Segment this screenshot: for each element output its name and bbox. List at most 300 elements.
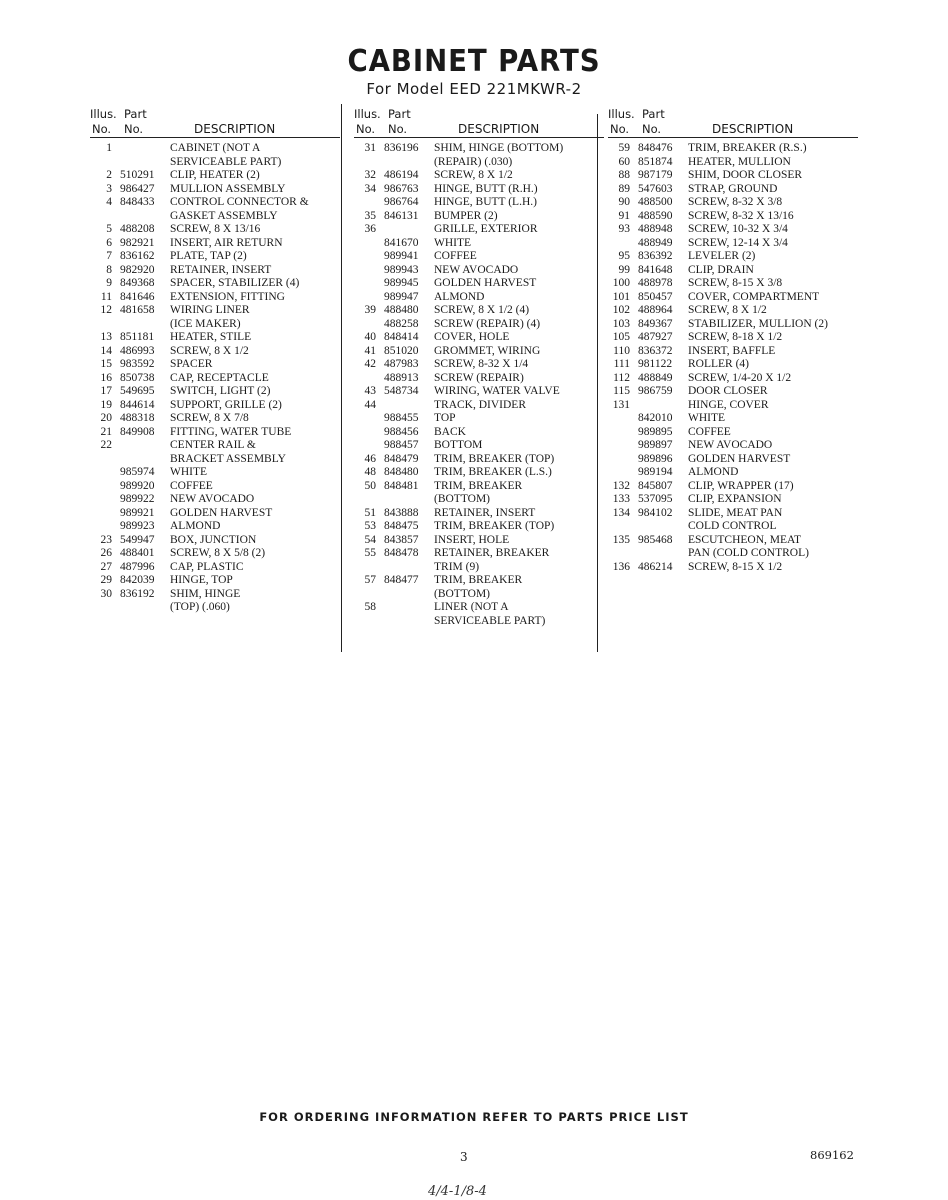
part-number: 836372 bbox=[638, 344, 673, 357]
table-row bbox=[354, 601, 604, 615]
description: SCREW, 8 X 13/16 bbox=[170, 223, 261, 235]
part-number: 488948 bbox=[638, 223, 673, 235]
illus-number: 110 bbox=[613, 344, 630, 357]
illus-number bbox=[90, 453, 112, 467]
part-number: 488964 bbox=[638, 304, 673, 316]
column-header bbox=[354, 104, 604, 136]
description: ROLLER (4) bbox=[688, 358, 750, 370]
part-number bbox=[376, 156, 434, 170]
part-number bbox=[112, 210, 170, 224]
illus-number: 31 bbox=[364, 142, 376, 154]
part-number: 850738 bbox=[120, 371, 155, 384]
table-row bbox=[354, 547, 604, 561]
illus-number: 27 bbox=[100, 560, 112, 573]
part-number: 848478 bbox=[384, 547, 419, 559]
handwritten-note: 4/4-1/8-4 bbox=[428, 1184, 487, 1199]
description: WIRING, WATER VALVE bbox=[434, 385, 560, 397]
table-row bbox=[608, 507, 858, 521]
description: CLIP, DRAIN bbox=[688, 263, 754, 276]
illus-number bbox=[608, 237, 630, 251]
part-number: 848475 bbox=[384, 520, 419, 532]
table-row bbox=[90, 331, 340, 345]
column-header bbox=[608, 104, 858, 136]
table-row bbox=[354, 250, 604, 264]
illus-label: Illus. bbox=[354, 107, 381, 121]
illus-number: 58 bbox=[364, 601, 376, 613]
part-number: 989897 bbox=[638, 439, 673, 451]
part-label: Part bbox=[124, 107, 147, 121]
description: CAP, PLASTIC bbox=[170, 560, 244, 573]
illus-number: 54 bbox=[364, 533, 376, 546]
table-row bbox=[354, 318, 604, 332]
illus-number: 20 bbox=[100, 412, 112, 424]
parts-list bbox=[354, 142, 604, 628]
table-row bbox=[608, 534, 858, 548]
description: WHITE bbox=[434, 236, 472, 249]
illus-number: 93 bbox=[618, 223, 630, 235]
part-number: 988457 bbox=[384, 439, 419, 451]
table-row bbox=[90, 561, 340, 575]
illus-number: 100 bbox=[612, 277, 630, 289]
table-row bbox=[354, 534, 604, 548]
table-row bbox=[608, 439, 858, 453]
table-row bbox=[354, 453, 604, 467]
illus-number: 88 bbox=[618, 169, 630, 181]
illus-number: 105 bbox=[612, 331, 630, 343]
part-number: 989895 bbox=[638, 425, 673, 438]
parts-list bbox=[90, 142, 340, 615]
part-number: 989896 bbox=[638, 452, 673, 465]
description: (ICE MAKER) bbox=[170, 317, 241, 330]
part-number: 849908 bbox=[120, 425, 155, 438]
description: COFFEE bbox=[688, 425, 731, 438]
part-number: 510291 bbox=[120, 169, 155, 181]
description-label: DESCRIPTION bbox=[458, 122, 540, 136]
part-number: 842010 bbox=[638, 412, 673, 424]
part-number: 850457 bbox=[638, 290, 673, 303]
table-row bbox=[354, 588, 604, 602]
part-number: 486993 bbox=[120, 344, 155, 357]
illus-number bbox=[354, 264, 376, 278]
description: LEVELER (2) bbox=[688, 250, 756, 262]
description: TRIM, BREAKER (TOP) bbox=[434, 520, 555, 532]
illus-number bbox=[90, 466, 112, 480]
table-row bbox=[354, 210, 604, 224]
illus-number: 59 bbox=[618, 142, 630, 154]
part-number bbox=[376, 223, 434, 237]
table-row bbox=[608, 480, 858, 494]
description: (BOTTOM) bbox=[434, 493, 491, 505]
description: TRIM (9) bbox=[434, 560, 480, 573]
part-number bbox=[376, 615, 434, 629]
table-row bbox=[354, 615, 604, 629]
part-number: 487927 bbox=[638, 331, 673, 343]
illus-number bbox=[354, 291, 376, 305]
part-number: 989941 bbox=[384, 250, 419, 262]
table-row bbox=[608, 156, 858, 170]
table-row bbox=[90, 237, 340, 251]
illus-number: 131 bbox=[612, 398, 630, 411]
model-subtitle: For Model EED 221MKWR-2 bbox=[366, 80, 582, 98]
illus-number bbox=[354, 318, 376, 332]
description: RETAINER, INSERT bbox=[170, 263, 272, 276]
illus-number bbox=[354, 588, 376, 602]
page-title: CABINET PARTS bbox=[347, 44, 601, 79]
part-no-label: No. bbox=[124, 122, 144, 136]
illus-number bbox=[354, 615, 376, 629]
description: ALMOND bbox=[170, 520, 221, 532]
table-row bbox=[90, 480, 340, 494]
description: BOTTOM bbox=[434, 439, 483, 451]
description: NEW AVOCADO bbox=[434, 263, 519, 276]
table-row bbox=[354, 223, 604, 237]
table-row bbox=[90, 574, 340, 588]
table-row bbox=[608, 237, 858, 251]
table-row bbox=[90, 399, 340, 413]
table-row bbox=[90, 318, 340, 332]
table-row bbox=[608, 223, 858, 237]
description: TRIM, BREAKER bbox=[434, 574, 523, 586]
table-row bbox=[608, 372, 858, 386]
table-row bbox=[354, 331, 604, 345]
part-number: 986427 bbox=[120, 182, 155, 195]
table-row bbox=[354, 520, 604, 534]
illus-number bbox=[354, 277, 376, 291]
part-number: 547603 bbox=[638, 182, 673, 195]
description: SCREW, 8 X 1/2 (4) bbox=[434, 304, 530, 316]
illus-number: 32 bbox=[364, 169, 376, 181]
description: WHITE bbox=[688, 412, 726, 424]
table-row bbox=[608, 142, 858, 156]
description: HINGE, BUTT (R.H.) bbox=[434, 182, 538, 195]
illus-number: 46 bbox=[364, 452, 376, 465]
part-number: 982921 bbox=[120, 236, 155, 249]
description: SCREW (REPAIR) (4) bbox=[434, 317, 541, 330]
table-row bbox=[90, 412, 340, 426]
illus-number: 41 bbox=[364, 344, 376, 357]
part-number: 486194 bbox=[384, 169, 419, 181]
part-no-label: No. bbox=[642, 122, 662, 136]
part-number: 983592 bbox=[120, 358, 155, 370]
table-row bbox=[354, 345, 604, 359]
description: SPACER, STABILIZER (4) bbox=[170, 277, 300, 289]
illus-number: 99 bbox=[618, 263, 630, 276]
part-number: 848477 bbox=[384, 574, 419, 586]
description: SHIM, HINGE bbox=[170, 587, 241, 600]
table-row bbox=[90, 291, 340, 305]
table-row bbox=[90, 547, 340, 561]
table-row bbox=[90, 534, 340, 548]
table-row bbox=[90, 520, 340, 534]
description: SERVICEABLE PART) bbox=[434, 614, 546, 627]
description: GOLDEN HARVEST bbox=[434, 277, 537, 289]
illus-number: 7 bbox=[106, 250, 112, 262]
table-row bbox=[354, 412, 604, 426]
description: ESCUTCHEON, MEAT bbox=[688, 533, 802, 546]
illus-number: 21 bbox=[100, 425, 112, 438]
table-row bbox=[608, 183, 858, 197]
table-row bbox=[608, 547, 858, 561]
description: HINGE, BUTT (L.H.) bbox=[434, 196, 537, 208]
table-row bbox=[354, 426, 604, 440]
part-number: 989943 bbox=[384, 263, 419, 276]
description: NEW AVOCADO bbox=[170, 493, 255, 505]
parts-column-3 bbox=[608, 104, 858, 574]
description: TRIM, BREAKER bbox=[434, 479, 523, 492]
column-divider-1 bbox=[341, 104, 342, 652]
description: COFFEE bbox=[170, 479, 213, 492]
part-number: 848476 bbox=[638, 142, 673, 154]
description: TRIM, BREAKER (TOP) bbox=[434, 452, 555, 465]
table-row bbox=[354, 169, 604, 183]
part-number: 843888 bbox=[384, 506, 419, 519]
part-number bbox=[630, 399, 688, 413]
table-row bbox=[608, 453, 858, 467]
illus-number: 2 bbox=[106, 169, 112, 181]
part-number: 488258 bbox=[384, 317, 419, 330]
illus-number: 111 bbox=[613, 358, 630, 370]
description: PLATE, TAP (2) bbox=[170, 250, 247, 262]
part-number: 836196 bbox=[384, 142, 419, 154]
illus-number: 30 bbox=[100, 587, 112, 600]
description: SCREW, 8 X 1/2 bbox=[170, 344, 249, 357]
table-row bbox=[90, 196, 340, 210]
part-number: 851874 bbox=[638, 155, 673, 168]
illus-number: 13 bbox=[100, 331, 112, 343]
description: SCREW, 8-15 X 1/2 bbox=[688, 560, 783, 573]
table-row bbox=[608, 210, 858, 224]
description: BUMPER (2) bbox=[434, 209, 498, 222]
part-number: 488590 bbox=[638, 209, 673, 222]
part-number: 488401 bbox=[120, 547, 155, 559]
illus-number bbox=[608, 453, 630, 467]
description: NEW AVOCADO bbox=[688, 439, 773, 451]
description: HINGE, COVER bbox=[688, 398, 769, 411]
table-row bbox=[608, 250, 858, 264]
illus-number: 39 bbox=[364, 304, 376, 316]
description: SCREW, 8-32 X 3/8 bbox=[688, 196, 783, 208]
table-row bbox=[90, 304, 340, 318]
header-rule bbox=[608, 137, 858, 138]
table-row bbox=[354, 439, 604, 453]
part-number: 549947 bbox=[120, 533, 155, 546]
illus-number: 3 bbox=[106, 182, 112, 195]
illus-number: 89 bbox=[618, 182, 630, 195]
part-number: 486214 bbox=[638, 560, 673, 573]
parts-list bbox=[608, 142, 858, 574]
header-rule bbox=[354, 137, 604, 138]
part-number: 487983 bbox=[384, 358, 419, 370]
description: TRIM, BREAKER (L.S.) bbox=[434, 466, 552, 478]
table-row bbox=[354, 507, 604, 521]
illus-no-label: No. bbox=[610, 122, 630, 136]
table-row bbox=[354, 480, 604, 494]
part-number bbox=[630, 520, 688, 534]
illus-number: 91 bbox=[618, 209, 630, 222]
part-number: 986759 bbox=[638, 385, 673, 397]
description: GRILLE, EXTERIOR bbox=[434, 223, 538, 235]
part-number bbox=[630, 547, 688, 561]
part-number: 843857 bbox=[384, 533, 419, 546]
description: GROMMET, WIRING bbox=[434, 344, 541, 357]
description: SCREW, 8 X 1/2 bbox=[688, 304, 767, 316]
illus-number: 135 bbox=[612, 533, 630, 546]
table-row bbox=[354, 277, 604, 291]
part-number: 985468 bbox=[638, 533, 673, 546]
description: SCREW, 8-15 X 3/8 bbox=[688, 277, 783, 289]
description: SCREW (REPAIR) bbox=[434, 371, 524, 384]
description: SCREW, 8-32 X 1/4 bbox=[434, 358, 529, 370]
description: INSERT, BAFFLE bbox=[688, 344, 776, 357]
part-number: 844614 bbox=[120, 398, 155, 411]
description: CAP, RECEPTACLE bbox=[170, 371, 269, 384]
description: BOX, JUNCTION bbox=[170, 533, 257, 546]
illus-number: 26 bbox=[100, 547, 112, 559]
illus-number bbox=[90, 601, 112, 615]
table-row bbox=[354, 264, 604, 278]
illus-number: 40 bbox=[364, 331, 376, 343]
illus-number: 112 bbox=[613, 371, 630, 384]
illus-label: Illus. bbox=[90, 107, 117, 121]
part-number: 488949 bbox=[638, 236, 673, 249]
parts-column-2 bbox=[354, 104, 604, 628]
description: TOP bbox=[434, 412, 456, 424]
illus-no-label: No. bbox=[92, 122, 112, 136]
table-row bbox=[90, 223, 340, 237]
table-row bbox=[608, 493, 858, 507]
document-number: 869162 bbox=[810, 1148, 854, 1162]
table-row bbox=[354, 142, 604, 156]
description: SCREW, 8 X 7/8 bbox=[170, 412, 249, 424]
table-row bbox=[354, 156, 604, 170]
part-number: 841648 bbox=[638, 263, 673, 276]
illus-label: Illus. bbox=[608, 107, 635, 121]
illus-number bbox=[90, 318, 112, 332]
illus-number bbox=[608, 466, 630, 480]
illus-no-label: No. bbox=[356, 122, 376, 136]
part-number: 851020 bbox=[384, 344, 419, 357]
description: SCREW, 12-14 X 3/4 bbox=[688, 236, 788, 249]
part-label: Part bbox=[388, 107, 411, 121]
description: CLIP, EXPANSION bbox=[688, 493, 782, 505]
description: SWITCH, LIGHT (2) bbox=[170, 385, 271, 397]
illus-number: 17 bbox=[100, 385, 112, 397]
description: SUPPORT, GRILLE (2) bbox=[170, 398, 282, 411]
part-number: 836162 bbox=[120, 250, 155, 262]
part-number: 849367 bbox=[638, 317, 673, 330]
table-row bbox=[354, 399, 604, 413]
illus-number bbox=[90, 520, 112, 534]
table-row bbox=[90, 601, 340, 615]
description-label: DESCRIPTION bbox=[712, 122, 794, 136]
illus-number: 22 bbox=[100, 439, 112, 451]
illus-number: 115 bbox=[613, 385, 630, 397]
description: COLD CONTROL bbox=[688, 520, 777, 532]
description: SCREW, 10-32 X 3/4 bbox=[688, 223, 788, 235]
part-number: 989922 bbox=[120, 493, 155, 505]
part-number: 845807 bbox=[638, 479, 673, 492]
table-row bbox=[90, 385, 340, 399]
parts-column-1 bbox=[90, 104, 340, 615]
part-number: 989920 bbox=[120, 479, 155, 492]
illus-number: 134 bbox=[612, 506, 630, 519]
description: (BOTTOM) bbox=[434, 587, 491, 600]
table-row bbox=[90, 493, 340, 507]
part-number: 989194 bbox=[638, 466, 673, 478]
description: GOLDEN HARVEST bbox=[170, 506, 273, 519]
illus-number bbox=[90, 156, 112, 170]
table-row bbox=[608, 412, 858, 426]
illus-number: 15 bbox=[100, 358, 112, 370]
part-label: Part bbox=[642, 107, 665, 121]
table-row bbox=[90, 264, 340, 278]
illus-number: 90 bbox=[618, 196, 630, 208]
description: INSERT, HOLE bbox=[434, 533, 510, 546]
part-number bbox=[376, 561, 434, 575]
description: COVER, HOLE bbox=[434, 331, 510, 343]
description: HINGE, TOP bbox=[170, 574, 233, 586]
illus-number: 36 bbox=[364, 223, 376, 235]
part-number: 848480 bbox=[384, 466, 419, 478]
description: HEATER, MULLION bbox=[688, 155, 791, 168]
illus-number: 133 bbox=[612, 493, 630, 505]
description: TRACK, DIVIDER bbox=[434, 398, 526, 411]
table-row bbox=[608, 345, 858, 359]
illus-number: 48 bbox=[364, 466, 376, 478]
description: SCREW, 8 X 1/2 bbox=[434, 169, 513, 181]
part-number: 989923 bbox=[120, 520, 155, 532]
part-number: 841646 bbox=[120, 290, 155, 303]
part-number: 989921 bbox=[120, 506, 155, 519]
illus-number bbox=[354, 493, 376, 507]
part-number: 836192 bbox=[120, 587, 155, 600]
illus-number bbox=[354, 439, 376, 453]
part-number: 985974 bbox=[120, 466, 155, 478]
part-number: 537095 bbox=[638, 493, 673, 505]
table-row bbox=[90, 453, 340, 467]
description: COVER, COMPARTMENT bbox=[688, 290, 820, 303]
illus-number: 35 bbox=[364, 209, 376, 222]
table-row bbox=[608, 196, 858, 210]
illus-number: 11 bbox=[100, 290, 112, 303]
part-number: 986764 bbox=[384, 196, 419, 208]
part-number: 848414 bbox=[384, 331, 419, 343]
description: SLIDE, MEAT PAN bbox=[688, 506, 783, 519]
part-number: 481658 bbox=[120, 304, 155, 316]
table-row bbox=[90, 372, 340, 386]
illus-number: 8 bbox=[106, 263, 112, 276]
illus-number: 95 bbox=[618, 250, 630, 262]
part-number bbox=[112, 439, 170, 453]
part-number: 848479 bbox=[384, 452, 419, 465]
table-row bbox=[608, 169, 858, 183]
part-number: 988456 bbox=[384, 425, 419, 438]
table-row bbox=[608, 264, 858, 278]
description: SCREW, 1/4-20 X 1/2 bbox=[688, 371, 792, 384]
illus-number: 1 bbox=[106, 142, 112, 154]
illus-number: 19 bbox=[100, 398, 112, 411]
description: CENTER RAIL & bbox=[170, 439, 256, 451]
illus-number: 53 bbox=[364, 520, 376, 532]
part-number: 488318 bbox=[120, 412, 155, 424]
table-row bbox=[354, 358, 604, 372]
table-row bbox=[354, 183, 604, 197]
part-number: 841670 bbox=[384, 236, 419, 249]
table-row bbox=[90, 507, 340, 521]
illus-number: 132 bbox=[612, 479, 630, 492]
description: CLIP, HEATER (2) bbox=[170, 169, 260, 181]
part-number: 488208 bbox=[120, 223, 155, 235]
